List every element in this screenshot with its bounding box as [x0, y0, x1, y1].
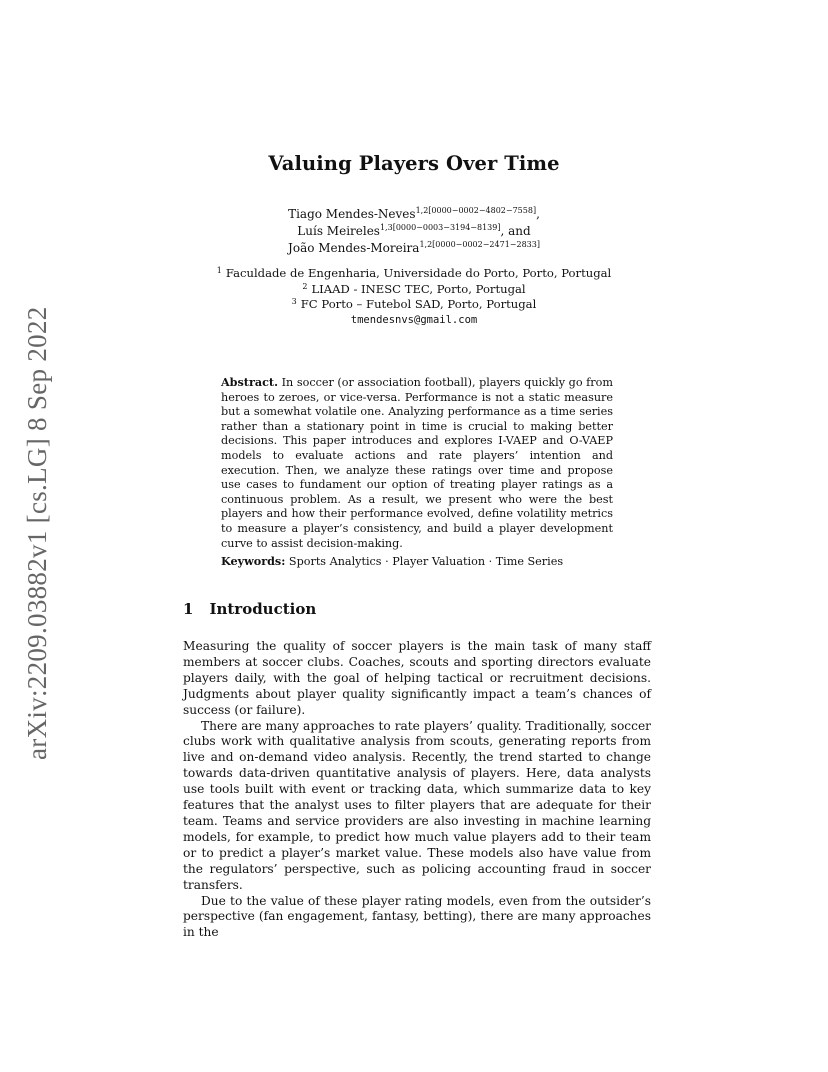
arxiv-identifier: arXiv:2209.03882v1 [cs.LG] 8 Sep 2022	[22, 306, 52, 760]
author-line	[0, 240, 828, 257]
author-line	[0, 223, 828, 240]
affiliation-number: 3	[291, 297, 297, 306]
author-name: João Mendes-Moreira	[288, 241, 420, 255]
author-name: Tiago Mendes-Neves	[288, 207, 416, 221]
section-body	[183, 639, 651, 941]
author-orcid: 1,2[0000−0002−4802−7558]	[415, 206, 537, 215]
affiliation	[0, 297, 828, 313]
author-line	[0, 206, 828, 223]
abstract-text: In soccer (or association football), players quickly go from heroes to zeroes, or vice-versa. Performance is not a static measure but a somewhat volatile one. Analyzing performance as a time series rather than a stationary point in time is crucial to making better decisions. This paper introduces and explores I-VAEP and O-VAEP models to evaluate actions and rate players’ intention and execution. Then, we analyze these ratings over time and propose use cases to fundament our option of treating player ratings as a continuous problem. As a result, we present who were the best players and how their performance evolved, define volatility metrics to measure a player’s consistency, and build a player development curve to assist decision-making.	[221, 376, 613, 550]
affiliation	[0, 282, 828, 298]
abstract-label: Abstract.	[221, 375, 278, 389]
author-separator: , and	[500, 224, 531, 238]
affiliation-number: 2	[302, 281, 308, 291]
affiliation-number: 1	[216, 266, 222, 275]
author-list	[0, 206, 828, 257]
section-number: 1	[183, 600, 194, 618]
author-orcid: 1,2[0000−0002−2471−2833]	[419, 240, 540, 249]
affiliation-list	[0, 266, 828, 328]
author-separator: ,	[536, 207, 540, 221]
paragraph: Due to the value of these player rating models, even from the outsider’s perspective (fan engagement, fantasy, betting), there are many approaches in the	[183, 893, 651, 940]
keywords-label: Keywords:	[221, 554, 286, 568]
affiliation	[0, 266, 828, 282]
affiliation-text: LIAAD - INESC TEC, Porto, Portugal	[311, 281, 526, 296]
contact-email[interactable]: tmendesnvs@gmail.com	[350, 313, 478, 326]
affiliation-text: FC Porto – Futebol SAD, Porto, Portugal	[300, 297, 537, 311]
paragraph: There are many approaches to rate players’ quality. Traditionally, soccer clubs work with qualitative analysis from scouts, generating reports from live and on-demand video analysis. Recently, the trend started to change towards data-driven quantitative analysis of players. Here, data analysts use tools built with event or tracking data, which summarize data to key features that the analyst uses to filter players that are adequate for their team. Teams and service providers are also investing in machine learning models, for example, to predict how much value players add to their team or to predict a player’s market value. These models also have value from the regulators’ perspective, such as policing accounting fraud in soccer transfers.	[183, 718, 651, 892]
section-title: Introduction	[209, 600, 317, 618]
author-name: Luís Meireles	[297, 224, 380, 238]
keywords	[221, 554, 613, 570]
author-orcid: 1,3[0000−0003−3194−8139]	[379, 223, 501, 232]
section-heading	[183, 600, 316, 618]
paper-title: Valuing Players Over Time	[268, 152, 560, 175]
keywords-text: Sports Analytics · Player Valuation · Time Series	[288, 555, 564, 568]
affiliation-text: Faculdade de Engenharia, Universidade do Porto, Porto, Portugal	[225, 266, 612, 280]
paragraph: Measuring the quality of soccer players is the main task of many staff members at soccer clubs. Coaches, scouts and sporting directors evaluate players daily, with the goal of helping tactical or recruitment decisions. Judgments about player quality significantly impact a team’s chances of success (or failure).	[183, 639, 651, 717]
abstract	[221, 375, 613, 551]
